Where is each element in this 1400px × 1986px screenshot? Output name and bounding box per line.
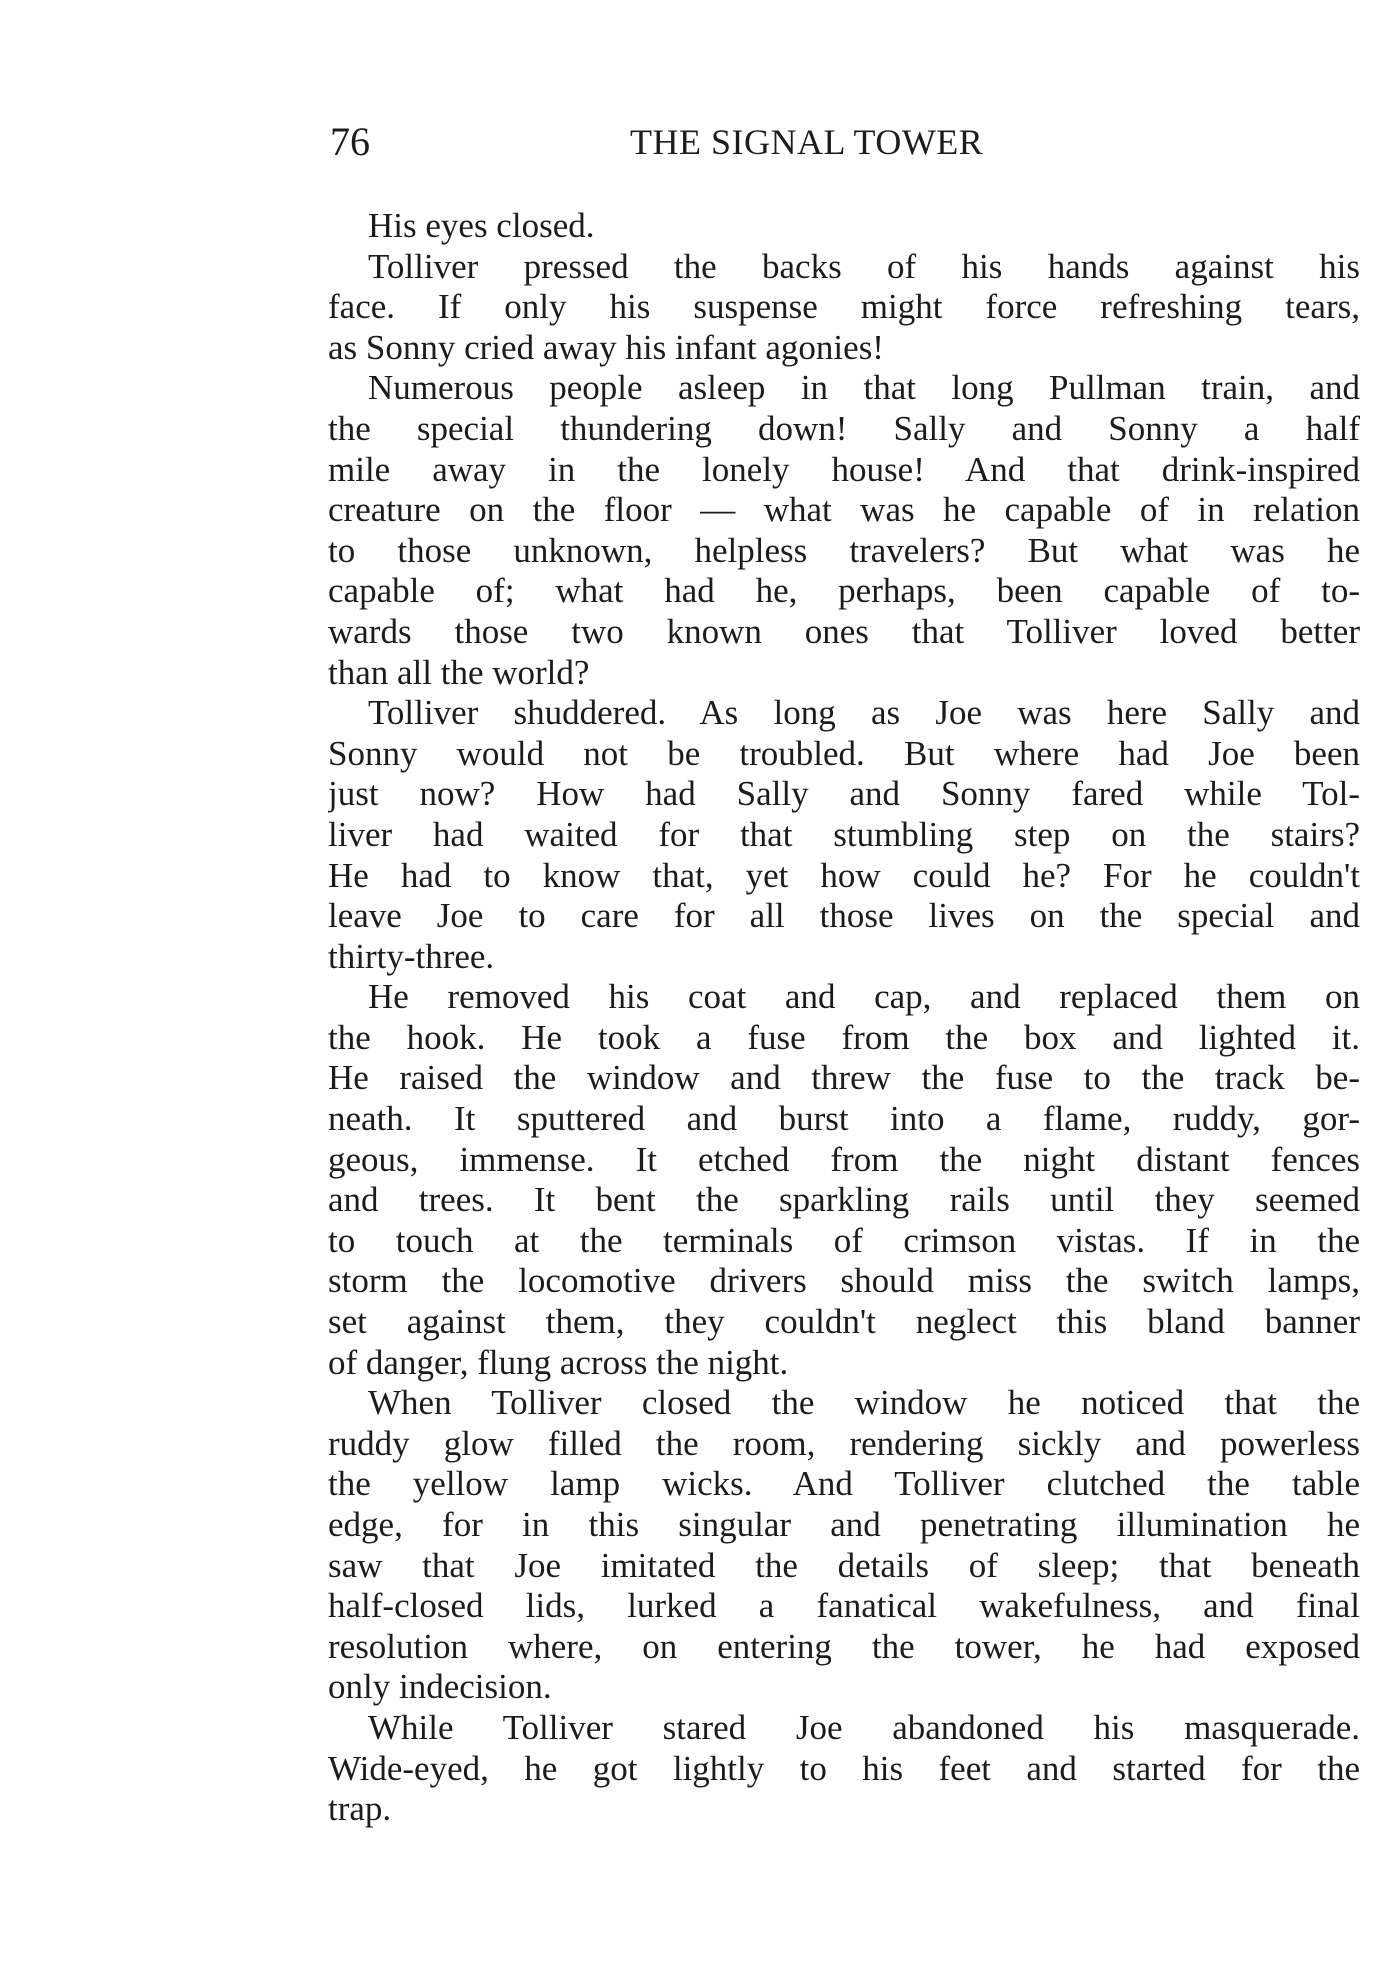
paragraph: [328, 206, 1360, 247]
text-line: saw that Joe imitated the details of sleep; that beneath: [328, 1545, 1360, 1585]
paragraph: [328, 368, 1360, 693]
text-line: geous, immense. It etched from the night distant fences: [328, 1139, 1360, 1179]
text-line: set against them, they couldn't neglect this bland banner: [328, 1302, 1360, 1342]
text-line: to those unknown, helpless travelers? But what was he: [328, 530, 1360, 570]
text-line: the hook. He took a fuse from the box and lighted it.: [328, 1017, 1360, 1057]
running-head: [330, 118, 1090, 166]
page-number: 76: [330, 119, 370, 164]
paragraph: [328, 1708, 1360, 1830]
text-line: thirty-three.: [328, 936, 495, 976]
text-line: and trees. It bent the sparkling rails until they seemed: [328, 1180, 1360, 1220]
text-line: Tolliver shuddered. As long as Joe was here Sally and: [368, 693, 1360, 733]
body-text: [328, 206, 1360, 1830]
paragraph: [328, 693, 1360, 977]
text-line: His eyes closed.: [368, 206, 595, 245]
text-line: the yellow lamp wicks. And Tolliver clutched the table: [328, 1464, 1360, 1504]
text-line: While Tolliver stared Joe abandoned his masquerade.: [368, 1707, 1360, 1747]
text-line: Wide-eyed, he got lightly to his feet and started for the: [328, 1748, 1360, 1788]
text-line: of danger, flung across the night.: [328, 1342, 789, 1382]
text-line: He raised the window and threw the fuse to the track be-: [328, 1058, 1360, 1098]
text-line: leave Joe to care for all those lives on the special and: [328, 896, 1360, 936]
text-line: as Sonny cried away his infant agonies!: [328, 327, 884, 367]
text-line: ruddy glow filled the room, rendering sickly and powerless: [328, 1423, 1360, 1463]
text-line: Tolliver pressed the backs of his hands against his: [368, 246, 1360, 286]
text-line: storm the locomotive drivers should miss the switch lamps,: [328, 1261, 1360, 1301]
text-line: than all the world?: [328, 652, 590, 692]
text-line: He had to know that, yet how could he? For he couldn't: [328, 855, 1360, 895]
text-line: trap.: [328, 1789, 392, 1829]
paragraph: [328, 977, 1360, 1383]
text-line: Sonny would not be troubled. But where had Joe been: [328, 733, 1360, 773]
text-line: only indecision.: [328, 1667, 552, 1707]
running-title: THE SIGNAL TOWER: [630, 122, 984, 162]
text-line: creature on the floor — what was he capable of in relation: [328, 490, 1360, 530]
text-line: When Tolliver closed the window he noticed that the: [368, 1383, 1360, 1423]
text-line: capable of; what had he, perhaps, been capable of to-: [328, 571, 1360, 611]
text-line: half-closed lids, lurked a fanatical wakefulness, and final: [328, 1586, 1360, 1626]
text-line: liver had waited for that stumbling step on the stairs?: [328, 814, 1360, 854]
text-line: He removed his coat and cap, and replaced them on: [368, 977, 1360, 1017]
paragraph: [328, 1383, 1360, 1708]
text-line: mile away in the lonely house! And that drink-inspired: [328, 449, 1360, 489]
text-line: neath. It sputtered and burst into a flame, ruddy, gor-: [328, 1099, 1360, 1139]
paragraph: [328, 247, 1360, 369]
text-line: wards those two known ones that Tolliver loved better: [328, 611, 1360, 651]
text-line: to touch at the terminals of crimson vistas. If in the: [328, 1220, 1360, 1260]
text-line: the special thundering down! Sally and Sonny a half: [328, 408, 1360, 448]
text-line: resolution where, on entering the tower, he had exposed: [328, 1626, 1360, 1666]
text-line: just now? How had Sally and Sonny fared while Tol-: [328, 774, 1360, 814]
text-line: edge, for in this singular and penetrating illumination he: [328, 1505, 1360, 1544]
text-line: Numerous people asleep in that long Pullman train, and: [368, 368, 1360, 408]
text-line: face. If only his suspense might force refreshing tears,: [328, 287, 1360, 327]
